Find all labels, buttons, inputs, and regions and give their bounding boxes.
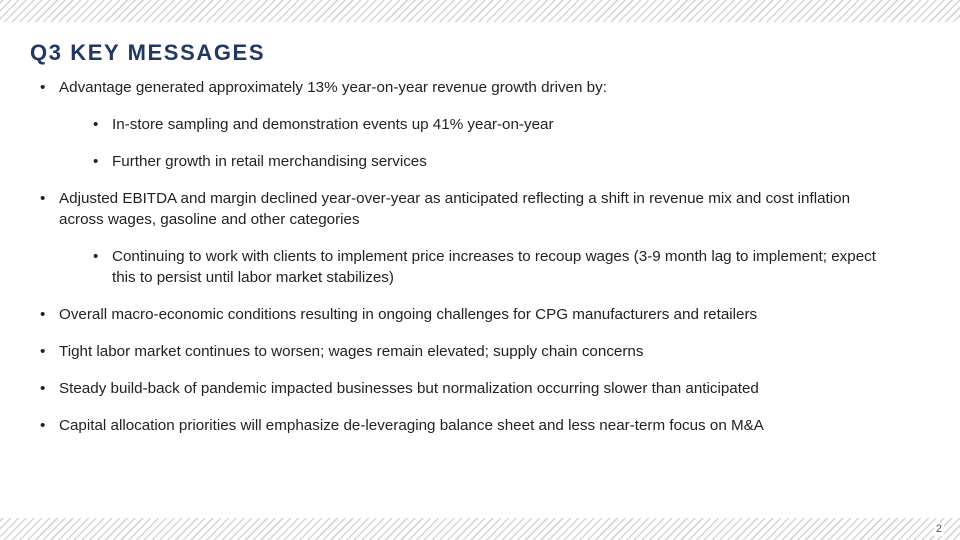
bullet-pandemic-buildback: • Steady build-back of pandemic impacted businesses but normalization occurring slower than anticipated (38, 378, 888, 399)
bottom-decorative-stripe (0, 518, 960, 540)
bullet-ebitda-margin: • Adjusted EBITDA and margin declined year-over-year as anticipated reflecting a shift in revenue mix and cost inflation across wages, gasoline and other categories (38, 188, 888, 230)
sub-bullet-price-increases: • Continuing to work with clients to implement price increases to recoup wages (3-9 month lag to implement; expect this to persist until labor market stabilizes) (91, 246, 888, 288)
bullet-capital-allocation: • Capital allocation priorities will emphasize de-leveraging balance sheet and less near-term focus on M&A (38, 415, 888, 436)
key-messages-list (38, 77, 888, 436)
bullet-revenue-growth: • Advantage generated approximately 13% year-on-year revenue growth driven by: (38, 77, 888, 98)
bullet-macro-conditions: • Overall macro-economic conditions resulting in ongoing challenges for CPG manufacturers and retailers (38, 304, 888, 325)
bullet-labor-market: • Tight labor market continues to worsen; wages remain elevated; supply chain concerns (38, 341, 888, 362)
slide-title: Q3 KEY MESSAGES (30, 40, 266, 65)
page-number: 2 (935, 523, 942, 535)
top-decorative-stripe (0, 0, 960, 22)
sub-bullet-sampling-events: • In-store sampling and demonstration events up 41% year-on-year (91, 114, 888, 135)
sub-bullet-merchandising: • Further growth in retail merchandising services (91, 151, 888, 172)
